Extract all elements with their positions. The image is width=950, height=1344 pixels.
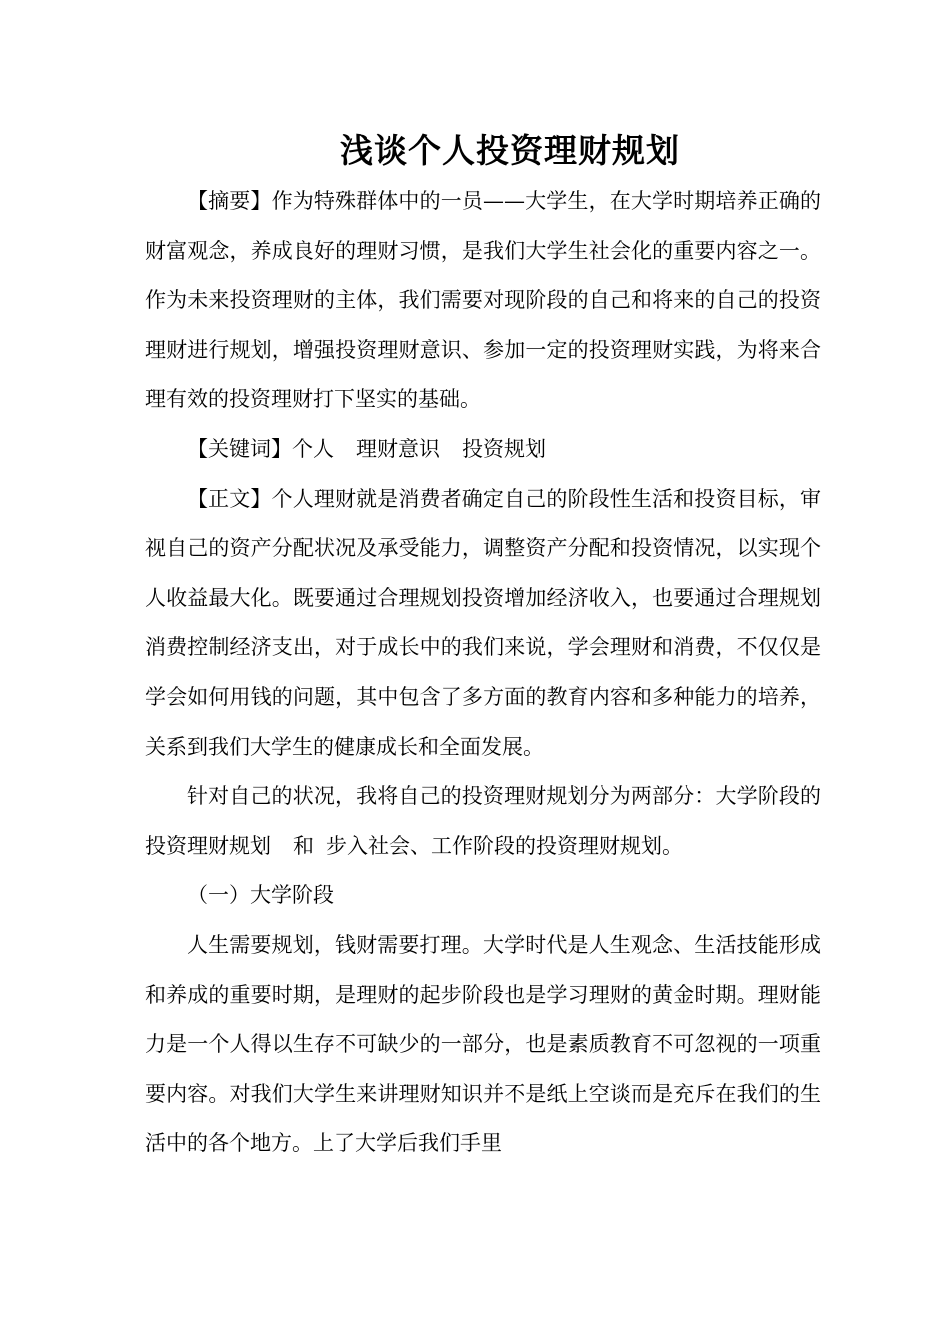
keywords-paragraph	[145, 425, 821, 475]
plan-intro-and: 和	[293, 833, 314, 858]
abstract-paragraph: 【摘要】作为特殊群体中的一员——大学生，在大学时期培养正确的财富观念，养成良好的理财习惯，是我们大学生社会化的重要内容之一。作为未来投资理财的主体，我们需要对现阶段的自己和将来的自己的投资理财进行规划，增强投资理财意识、参加一定的投资理财实践，为将来合理有效的投资理财打下坚实的基础。	[145, 189, 821, 412]
plan-intro-paragraph	[145, 772, 821, 871]
keyword-investment-planning: 投资规划	[462, 436, 546, 461]
document-body	[145, 177, 821, 1169]
keyword-label-personal: 【关键词】个人	[187, 436, 334, 461]
section-1-paragraph: 人生需要规划，钱财需要打理。大学时代是人生观念、生活技能形成和养成的重要时期，是理财的起步阶段也是学习理财的黄金时期。理财能力是一个人得以生存不可缺少的一部分，也是素质教育不可忽视的一项重要内容。对我们大学生来讲理财知识并不是纸上空谈而是充斥在我们的生活中的各个地方。上了大学后我们手里	[145, 932, 821, 1156]
section-1-heading: （一）大学阶段	[187, 883, 334, 908]
main-text-paragraph: 【正文】个人理财就是消费者确定自己的阶段性生活和投资目标，审视自己的资产分配状况及承受能力，调整资产分配和投资情况，以实现个人收益最大化。既要通过合理规划投资增加经济收入，也要通过合理规划消费控制经济支出，对于成长中的我们来说，学会理财和消费，不仅仅是学会如何用钱的问题，其中包含了多方面的教育内容和多种能力的培养，关系到我们大学生的健康成长和全面发展。	[145, 486, 821, 759]
plan-intro-part-2: 步入社会、工作阶段的投资理财规划。	[326, 833, 683, 858]
plan-intro-part-1: 针对自己的状况，我将自己的投资理财规划分为两部分：大学阶段的投资理财规划	[145, 784, 821, 858]
keyword-financial-awareness: 理财意识	[356, 436, 440, 461]
document-title: 浅谈个人投资理财规划	[340, 131, 680, 170]
